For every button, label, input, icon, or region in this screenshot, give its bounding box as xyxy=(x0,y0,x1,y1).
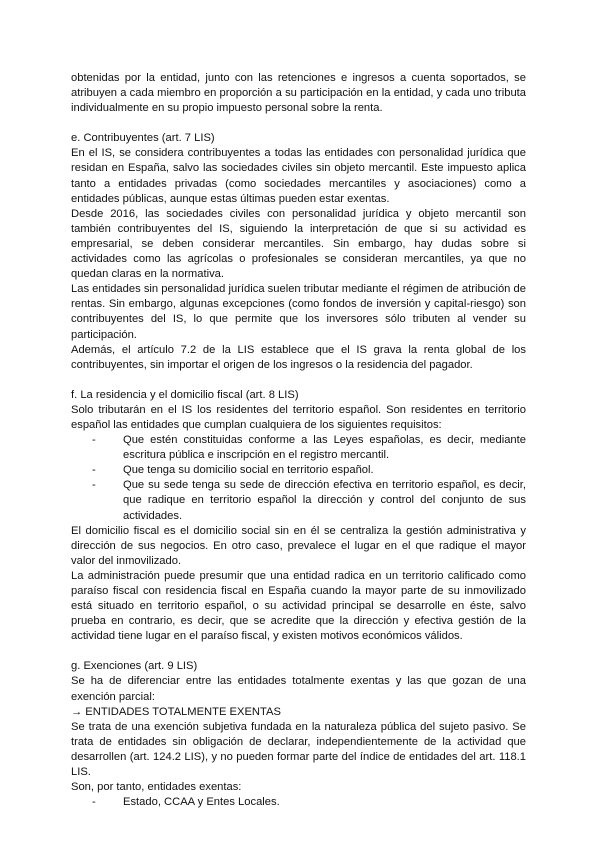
section-heading: g. Exenciones (art. 9 LIS) xyxy=(71,660,198,673)
spacer xyxy=(71,644,526,659)
requirements-list xyxy=(71,433,526,524)
paragraph: En el IS, se considera contribuyentes a todas las entidades con personalidad jurídica que residan en España, salvo las sociedades civiles sin objeto mercantil. Este impuesto aplica tanto a entidades privadas (como sociedades mercantiles y asociaciones) como a entidades públicas, aunque estas últimas pueden estar exentas. xyxy=(71,147,526,205)
section-residencia xyxy=(71,388,526,645)
paragraph: La administración puede presumir que una entidad radica en un territorio calificado como paraíso fiscal con residencia fiscal en España cuando la mayor parte de su inmovilizado está situado en territorio español, o su actividad principal se desarrolle en éste, salvo prueba en contrario, es decir, que se acredite que la dirección y efectiva gestión de la actividad tiene lugar en el paraíso fiscal, y existen motivos económicos válidos. xyxy=(71,569,526,643)
paragraph: Desde 2016, las sociedades civiles con personalidad jurídica y objeto mercantil son también contribuyentes del IS, siguiendo la interpretación de que si su actividad es empresarial, se deben considerar mercantiles. Sin embargo, hay dudas sobre si actividades como las agrícolas o profesionales se consideran mercantiles, ya que no quedan claras en la normativa. xyxy=(71,207,526,281)
paragraph: Las entidades sin personalidad jurídica suelen tributar mediante el régimen de atribución de rentas. Sin embargo, algunas excepciones (como fondos de inversión y capital-riesgo) son contribuyentes del IS, lo que permite que los inversores sólo tributen al vender su participación. xyxy=(71,283,526,341)
subheading: → ENTIDADES TOTALMENTE EXENTAS xyxy=(71,705,281,718)
paragraph: Además, el artículo 7.2 de la LIS establece que el IS grava la renta global de los contribuyentes, sin importar el origen de los ingresos o la residencia del pagador. xyxy=(71,343,526,371)
paragraph: Solo tributarán en el IS los residentes del territorio español. Son residentes en territorio español las entidades que cumplan cualquiera de los siguientes requisitos: xyxy=(71,403,526,431)
paragraph: Se ha de diferenciar entre las entidades totalmente exentas y las que gozan de una exención parcial: xyxy=(71,675,526,703)
list-item-text: Que estén constituidas conforme a las Leyes españolas, es decir, mediante escritura pública e inscripción en el registro mercantil. xyxy=(123,434,526,462)
section-exenciones xyxy=(71,659,526,810)
spacer xyxy=(71,373,526,388)
list-item xyxy=(71,463,526,478)
paragraph: Se trata de una exención subjetiva fundada en la naturaleza pública del sujeto pasivo. Se trata de entidades sin obligación de declarar, independientemente de la actividad que desarrollen (art. 124.2 LIS), y no pueden formar parte del índice de entidades del art. 118.1 LIS. xyxy=(71,720,526,779)
list-marker: - xyxy=(92,434,96,447)
list-marker: - xyxy=(92,479,96,492)
paragraph: Son, por tanto, entidades exentas: xyxy=(71,781,242,794)
document-body xyxy=(71,71,526,810)
list-item-text: Que su sede tenga su sede de dirección efectiva en territorio español, es decir, que radique en territorio español la dirección y control del conjunto de sus actividades. xyxy=(123,479,526,522)
section-contribuyentes xyxy=(71,131,526,373)
section-heading: e. Contribuyentes (art. 7 LIS) xyxy=(71,132,215,145)
list-item-text: Que tenga su domicilio social en territorio español. xyxy=(123,464,374,477)
paragraph: El domicilio fiscal es el domicilio social sin en él se centraliza la gestión administrativa y dirección de sus negocios. En otro caso, prevalece el lugar en el que radique el mayor valor del inmovilizado. xyxy=(71,524,526,567)
intro-paragraph: obtenidas por la entidad, junto con las retenciones e ingresos a cuenta soportados, se atribuyen a cada miembro en proporción a su participación en la entidad, y cada uno tributa individualmente en su propio impuesto personal sobre la renta. xyxy=(71,72,526,115)
list-item xyxy=(71,795,526,810)
section-heading: f. La residencia y el domicilio fiscal (art. 8 LIS) xyxy=(71,388,299,401)
list-item-text: Estado, CCAA y Entes Locales. xyxy=(123,796,280,809)
exempt-entities-list xyxy=(71,795,526,810)
list-marker: - xyxy=(92,796,96,809)
spacer xyxy=(71,116,526,131)
list-item xyxy=(71,478,526,523)
list-item xyxy=(71,433,526,463)
list-marker: - xyxy=(92,464,96,477)
